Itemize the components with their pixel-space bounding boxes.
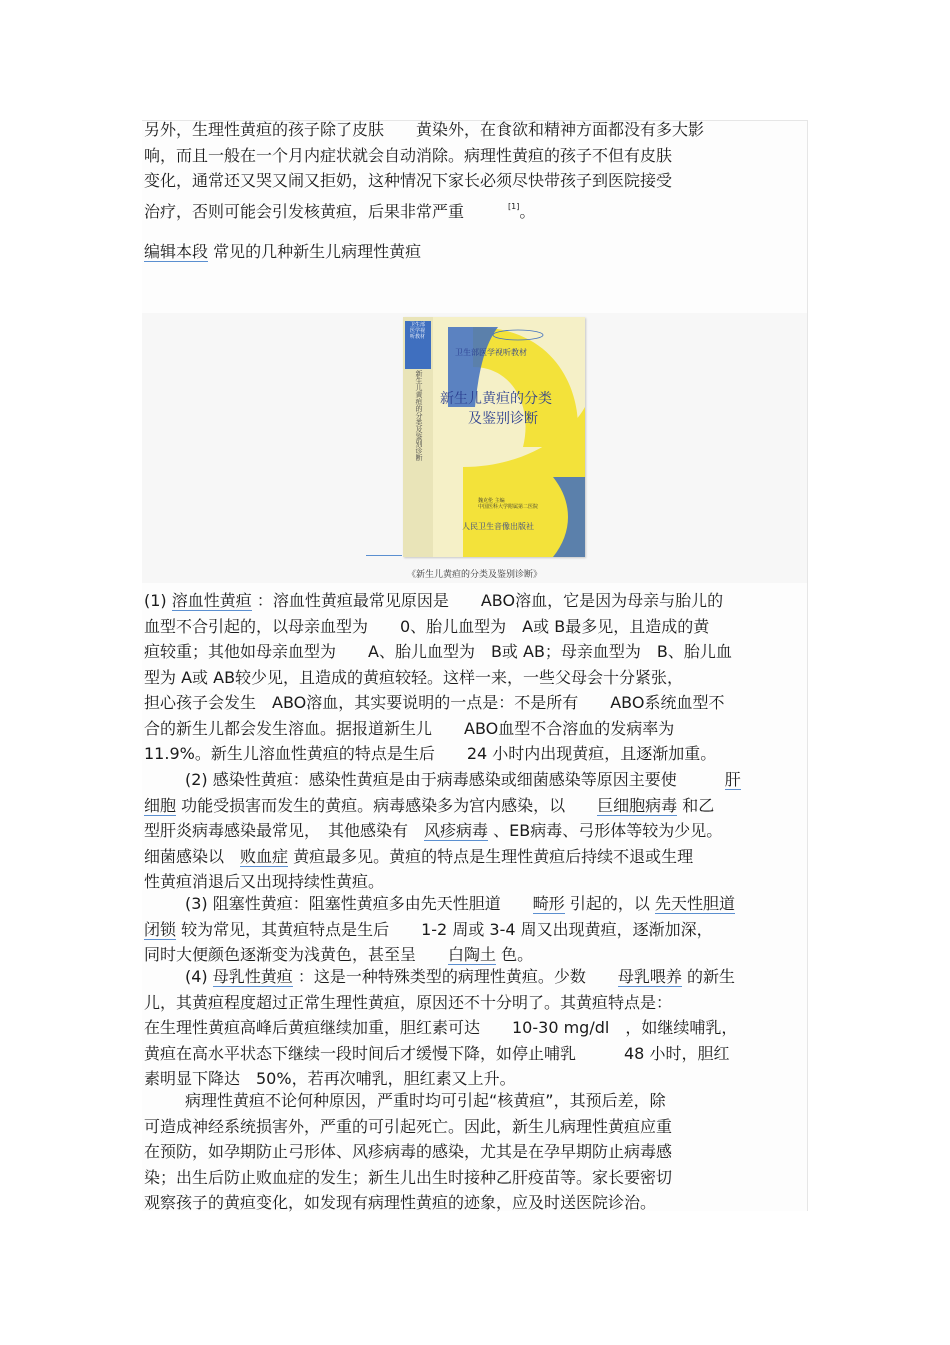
text-line: 可造成神经系统损害外，严重的可引起死亡。因此，新生儿病理性黄疸应重 — [144, 1116, 673, 1136]
text-line: 响，而且一般在一个月内症状就会自动消除。病理性黄疸的孩子不但有皮肤 — [144, 145, 673, 165]
book-title-line-1: 新生儿黄疸的分类 — [440, 391, 552, 407]
text-segment: 。 — [519, 201, 536, 221]
caption-underline — [366, 555, 402, 556]
text-line — [144, 793, 741, 819]
text-line: 合的新生儿都会发生溶血。据报道新生儿 ABO血型不合溶血的发病率为 — [144, 718, 675, 738]
text-line: 性黄疸消退后又出现持续性黄疸。 — [144, 872, 385, 891]
text-segment: 细菌感染以 — [144, 846, 241, 866]
text-line — [144, 767, 741, 793]
text-line: 另外，生理性黄疸的孩子除了皮肤 黄染外，在食欲和精神方面都没有多大影 — [144, 120, 705, 139]
text-segment: ：这是一种特殊类型的病理性黄疸。少数 — [292, 967, 618, 986]
text-segment: 和乙 — [677, 795, 715, 815]
section-heading — [144, 241, 421, 263]
text-line — [144, 844, 741, 870]
text-line — [144, 964, 737, 990]
text-segment: 、EB病毒、弓形体等较为少见。 — [488, 821, 723, 840]
text-line — [144, 891, 735, 917]
book-publisher: 人民卫生音像出版社 — [462, 522, 534, 531]
book-title-line-2: 及鉴别诊断 — [468, 411, 538, 427]
text-segment: (1) — [144, 591, 172, 610]
obstructive-section — [144, 891, 735, 968]
text-line: 疸较重；其他如母亲血型为 A、胎儿血型为 B或 AB；母亲血型为 B、胎儿血 — [144, 642, 732, 661]
text-segment: 较为常见，其黄疸特点是生后 1-2 周或 3-4 周又出现黄疸，逐渐加深， — [176, 919, 713, 939]
figure-caption: 《新生儿黄疸的分类及鉴别诊断》 — [406, 570, 542, 580]
text-line: 型为 A或 AB较少见，且造成的黄疸较轻。这样一来，一些父母会十分紧张， — [144, 667, 684, 687]
text-segment: (3) 阻塞性黄疸：阻塞性黄疸多由先天性胆道 — [185, 894, 533, 913]
sepsis-link[interactable]: 败血症 — [240, 846, 289, 866]
book-spine-title: 新生儿黄疸的分类及鉴别诊断 — [415, 370, 423, 461]
text-segment: 型肝炎病毒感染最常见， 其他感染有 — [144, 821, 425, 840]
text-line — [144, 194, 704, 220]
book-left-label: 卫生部医学视听教材 — [410, 322, 426, 340]
text-segment: 功能受损害而发生的黄疸。病毒感染多为宫内感染，以 — [176, 795, 598, 815]
infectious-section — [144, 767, 741, 895]
text-segment: 色。 — [496, 945, 534, 964]
text-line — [144, 917, 735, 943]
book-authors: 魏克伦 主编 中国医科大学附属第二医院 — [478, 498, 539, 510]
text-line: 儿，其黄疸程度超过正常生理性黄疸，原因还不十分明了。其黄疸特点是： — [144, 992, 673, 1012]
hemolytic-jaundice-link[interactable]: 溶血性黄疸 — [171, 591, 252, 610]
text-line: 在生理性黄疸高峰后黄疸继续加重，胆红素可达 10-30 mg/dl ，如继续哺乳， — [144, 1018, 738, 1037]
text-line: 在预防，如孕期防止弓形体、风疹病毒的感染，尤其是在孕早期防止病毒感 — [144, 1142, 673, 1161]
breast-milk-section — [144, 964, 737, 1092]
kaolin-link[interactable]: 白陶土 — [448, 945, 497, 964]
biliary-atresia-link[interactable]: 先天性胆道 — [654, 894, 735, 913]
breastfeeding-link[interactable]: 母乳喂养 — [617, 967, 682, 986]
breast-milk-jaundice-link[interactable]: 母乳性黄疸 — [212, 967, 293, 986]
malformation-link[interactable]: 畸形 — [532, 894, 565, 913]
text-line: 变化，通常还又哭又闹又拒奶，这种情况下家长必须尽快带孩子到医院接受 — [144, 171, 673, 190]
hemolytic-section — [144, 588, 732, 767]
text-segment: ：溶血性黄疸最常见原因是 ABO溶血，它是因为母亲与胎儿的 — [251, 591, 724, 610]
book-series-title: 卫生部医学视听教材 — [455, 348, 527, 357]
text-line: 病理性黄疸不论何种原因，严重时均可引起“核黄疸”，其预后差，除 — [185, 1091, 666, 1110]
text-line: 11.9%。新生儿溶血性黄疸的特点是生后 24 小时内出现黄疸，且逐渐加重。 — [144, 744, 717, 763]
atresia-link[interactable]: 闭锁 — [144, 919, 177, 939]
text-segment: (4) — [185, 967, 213, 986]
text-segment: (2) 感染性黄疸：感染性黄疸是由于病毒感染或细菌感染等原因主要使 — [185, 770, 725, 789]
text-segment: 治疗，否则可能会引发核黄疸，后果非常严重 — [144, 201, 465, 221]
cytomegalovirus-link[interactable]: 巨细胞病毒 — [597, 795, 678, 815]
text-line — [144, 818, 741, 844]
text-line: 血型不合引起的，以母亲血型为 0、胎儿血型为 A或 B最多见，且造成的黄 — [144, 616, 710, 636]
edit-section-link[interactable]: 编辑本段 — [144, 242, 209, 261]
text-line — [144, 588, 732, 614]
text-line: 素明显下降达 50%，若再次哺乳，胆红素又上升。 — [144, 1069, 516, 1088]
text-line: 染；出生后防止败血症的发生；新生儿出生时接种乙肝疫苗等。家长要密切 — [144, 1167, 673, 1187]
text-line: 观察孩子的黄疸变化，如发现有病理性黄疸的迹象，应及时送医院诊治。 — [144, 1193, 657, 1212]
reference-link[interactable]: [1] — [508, 201, 520, 211]
text-segment: 同时大便颜色逐渐变为浅黄色，甚至呈 — [144, 945, 449, 964]
liver-link[interactable]: 肝 — [724, 770, 741, 789]
text-line: 担心孩子会发生 ABO溶血，其实要说明的一点是：不是所有 ABO系统血型不 — [144, 693, 725, 712]
text-segment: 的新生 — [681, 967, 735, 986]
text-line: 黄疸在高水平状态下继续一段时间后才缓慢下降，如停止哺乳 48 小时，胆红 — [144, 1043, 730, 1063]
section-title: 常见的几种新生儿病理性黄疸 — [213, 242, 422, 261]
intro-paragraph — [144, 117, 704, 219]
cell-link[interactable]: 细胞 — [144, 795, 177, 815]
text-segment: 引起的，以 — [564, 894, 655, 913]
rubella-virus-link[interactable]: 风疹病毒 — [424, 821, 489, 840]
text-segment: 黄疸最多见。黄疸的特点是生理性黄疸后持续不退或生理 — [288, 846, 694, 866]
prevention-paragraph — [144, 1088, 672, 1216]
